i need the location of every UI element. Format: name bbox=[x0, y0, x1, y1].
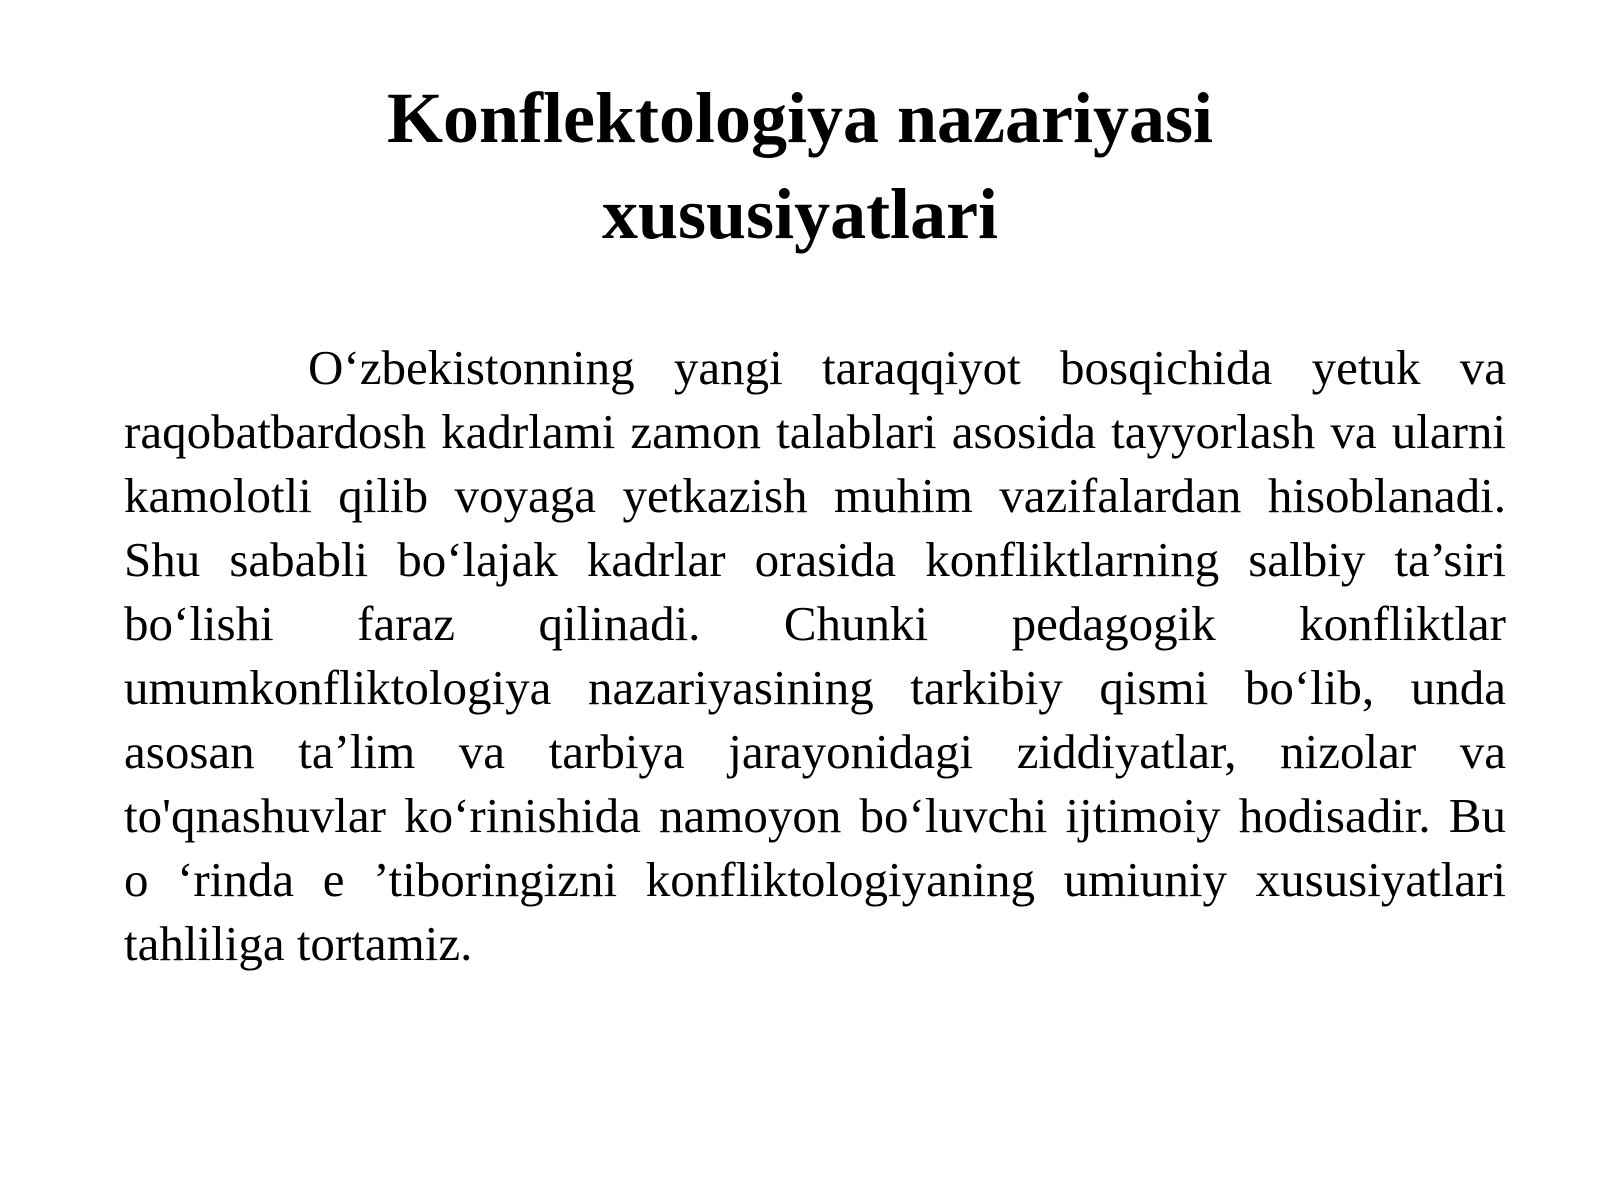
slide-title-line-1: Konflektologiya nazariyasi bbox=[387, 78, 1213, 158]
slide-body-paragraph: O‘zbekistonning yangi taraqqiyot bosqichida yetuk va raqobatbardosh kadrlami zamon talablari asosida tayyorlash va ularni kamolotli qilib voyaga yetkazish muhim vazifalardan hisoblanadi. Shu sababli bo‘lajak kadrlar orasida konfliktlarning salbiy ta’siri bo‘lishi faraz qilinadi. Chunki pedagogik konfliktlar umumkonfliktologiya nazariyasining tarkibiy qismi bo‘lib, unda asosan ta’lim va tarbiya jarayonidagi ziddiyatlar, nizolar va to'qnashuvlar ko‘rinishida namoyon bo‘luvchi ijtimoiy hodisadir. Bu o ‘rinda e ’tiboringizni konfliktologiyaning umiuniy xususiyatlari tahliliga tortamiz. bbox=[124, 340, 1506, 971]
slide-title bbox=[200, 70, 1400, 262]
slide-title-line-2: xususiyatlari bbox=[601, 174, 999, 254]
